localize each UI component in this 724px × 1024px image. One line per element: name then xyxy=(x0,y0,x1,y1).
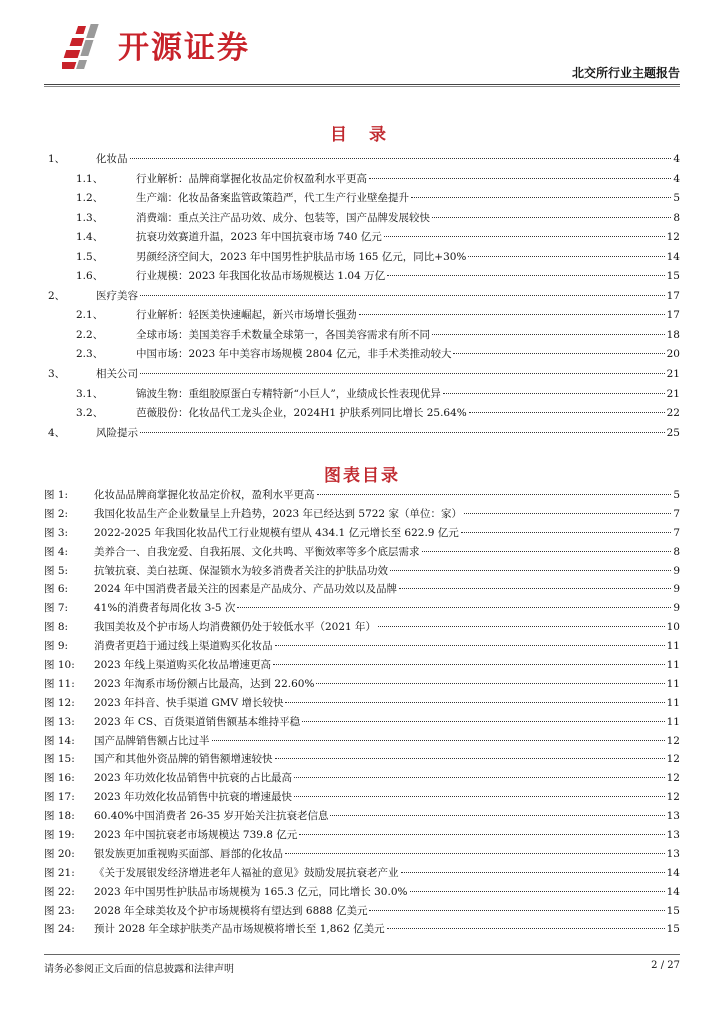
toc-entry[interactable] xyxy=(44,306,680,326)
toc-entry[interactable] xyxy=(44,404,680,424)
dot-leader xyxy=(469,412,665,413)
figure-entry-title: 2023 年抖音、快手渠道 GMV 增长较快 xyxy=(94,696,284,709)
header-divider-secondary xyxy=(44,86,680,87)
figure-entry-title: 41%的消费者每周化妆 3-5 次 xyxy=(94,602,236,615)
figure-entry-number: 图 12: xyxy=(44,696,75,709)
figure-entry-page: 11 xyxy=(666,715,680,728)
figure-entry-title: 2023 年淘系市场份额占比最高，达到 22.60% xyxy=(94,677,315,690)
dot-leader xyxy=(401,872,665,873)
dot-leader xyxy=(369,910,664,911)
dot-leader xyxy=(468,256,664,257)
figure-entry-number: 图 1: xyxy=(44,489,69,501)
figure-entry-page: 15 xyxy=(666,904,680,917)
toc-entry-page: 18 xyxy=(666,328,680,341)
toc-entry-title: 行业规模：2023 年我国化妆品市场规模达 1.04 万亿 xyxy=(136,270,386,283)
figure-entry-page: 12 xyxy=(666,772,680,785)
figure-entry[interactable] xyxy=(44,543,680,562)
dot-leader xyxy=(411,197,671,198)
figure-entry[interactable] xyxy=(44,505,680,524)
toc-entry-page: 21 xyxy=(666,387,680,400)
figure-entry-number: 图 10: xyxy=(44,659,75,672)
toc-entry-page: 17 xyxy=(666,289,680,302)
figure-entry-title: 化妆品品牌商掌握化妆品定价权，盈利水平更高 xyxy=(94,489,315,501)
figure-entry-number: 图 20: xyxy=(44,847,75,860)
dot-leader xyxy=(359,314,665,315)
dot-leader xyxy=(369,178,671,179)
dot-leader xyxy=(285,853,665,854)
footer-divider xyxy=(44,954,680,955)
figure-entry-page: 11 xyxy=(666,659,680,672)
dot-leader xyxy=(432,217,671,218)
dot-leader xyxy=(453,353,664,354)
figure-entry[interactable] xyxy=(44,562,680,581)
toc-entry[interactable] xyxy=(44,150,680,170)
dot-leader xyxy=(422,551,672,552)
figure-entry[interactable] xyxy=(44,902,680,921)
figure-entry-title: 2023 年功效化妆品销售中抗衰的占比最高 xyxy=(94,772,293,785)
toc-entry-number: 2.1、 xyxy=(76,309,104,322)
figure-entry-title: 2023 年中国抗衰老市场规模达 739.8 亿元 xyxy=(94,829,298,842)
toc-entry-number: 1.5、 xyxy=(76,250,104,263)
dot-leader xyxy=(212,740,665,741)
toc-entry-number: 2.2、 xyxy=(76,328,104,341)
dot-leader xyxy=(299,834,664,835)
toc-entry-page: 20 xyxy=(666,348,680,361)
figure-entry-page: 12 xyxy=(666,753,680,766)
figure-entry-page: 15 xyxy=(666,923,680,936)
figure-entry-page: 8 xyxy=(673,545,680,558)
brand-name: 开源证券 xyxy=(118,30,250,66)
figure-entry[interactable] xyxy=(44,883,680,902)
dot-leader xyxy=(273,664,665,665)
figure-entry-title: 2022-2025 年我国化妆品代工行业规模有望从 434.1 亿元增长至 622.9 亿元 xyxy=(94,526,459,539)
toc-entry-page: 17 xyxy=(666,309,680,322)
toc-entry[interactable] xyxy=(44,170,680,190)
dot-leader xyxy=(464,513,671,514)
figure-entry[interactable] xyxy=(44,656,680,675)
toc-entry[interactable] xyxy=(44,267,680,287)
dot-leader xyxy=(378,626,665,627)
toc-entry[interactable] xyxy=(44,189,680,209)
toc-title: 目 录 xyxy=(330,125,394,145)
toc-entry-title: 抗衰功效赛道升温，2023 年中国抗衰市场 740 亿元 xyxy=(136,231,382,244)
toc-entry-title: 中国市场：2023 年中美容市场规模 2804 亿元，非手术类推动较大 xyxy=(136,348,452,361)
toc-entry[interactable] xyxy=(44,287,680,307)
dot-leader xyxy=(140,432,665,433)
figure-entry-page: 12 xyxy=(666,791,680,804)
toc-entry-number: 1.1、 xyxy=(76,172,104,185)
figure-entry[interactable] xyxy=(44,788,680,807)
figure-entry-title: 2028 年全球美妆及个护市场规模将有望达到 6888 亿美元 xyxy=(94,904,368,917)
figure-entry[interactable] xyxy=(44,675,680,694)
figure-entry[interactable] xyxy=(44,826,680,845)
figure-entry[interactable] xyxy=(44,732,680,751)
figure-entry[interactable] xyxy=(44,864,680,883)
figure-entry-number: 图 9: xyxy=(44,640,69,653)
toc-entry[interactable] xyxy=(44,209,680,229)
toc-entry-number: 1、 xyxy=(48,153,66,165)
toc-entry-number: 1.4、 xyxy=(76,231,104,244)
toc-entry-page: 14 xyxy=(666,250,680,263)
figure-entry-page: 14 xyxy=(666,885,680,898)
figure-entry-page: 9 xyxy=(673,583,680,596)
figure-entry[interactable] xyxy=(44,618,680,637)
figure-entry[interactable] xyxy=(44,769,680,788)
figure-entry-number: 图 16: xyxy=(44,772,75,785)
dot-leader xyxy=(275,645,665,646)
figure-entry-number: 图 7: xyxy=(44,602,69,615)
figure-entry-page: 7 xyxy=(673,507,680,520)
toc-entry[interactable] xyxy=(44,365,680,385)
dot-leader xyxy=(443,393,665,394)
dot-leader xyxy=(237,607,671,608)
toc-entry[interactable] xyxy=(44,424,680,444)
figure-entry-number: 图 6: xyxy=(44,583,69,596)
figure-entry-number: 图 14: xyxy=(44,734,75,747)
dot-leader xyxy=(330,815,664,816)
figure-entry-title: 2024 年中国消费者最关注的因素是产品成分、产品功效以及品牌 xyxy=(94,583,398,596)
toc-entry-title: 男颜经济空间大，2023 年中国男性护肤品市场 165 亿元，同比+30% xyxy=(136,250,467,263)
toc-entry-title: 医疗美容 xyxy=(96,289,138,302)
toc-entry-title: 行业解析：品牌商掌握化妆品定价权盈利水平更高 xyxy=(136,172,367,185)
toc-entry-number: 1.6、 xyxy=(76,270,104,283)
figure-entry-page: 11 xyxy=(666,640,680,653)
figure-entry-title: 抗皱抗衰、美白祛斑、保湿锁水为较多消费者关注的护肤品功效 xyxy=(94,564,388,577)
figure-entry[interactable] xyxy=(44,845,680,864)
toc-entry-page: 22 xyxy=(666,407,680,420)
figure-entry-number: 图 11: xyxy=(44,677,75,690)
figure-entry[interactable] xyxy=(44,750,680,769)
figure-entry-title: 2023 年 CS、百货渠道销售额基本维持平稳 xyxy=(94,715,301,728)
figure-entry[interactable] xyxy=(44,486,680,505)
figure-entry-page: 13 xyxy=(666,847,680,860)
toc-entry[interactable] xyxy=(44,345,680,365)
figure-entry-number: 图 5: xyxy=(44,564,69,577)
figure-entry[interactable] xyxy=(44,920,680,939)
dot-leader xyxy=(390,570,671,571)
dot-leader xyxy=(387,275,665,276)
toc-entry-number: 1.3、 xyxy=(76,211,104,224)
toc-entry-title: 行业解析：轻医美快速崛起，新兴市场增长强劲 xyxy=(136,309,357,322)
figure-entry[interactable] xyxy=(44,580,680,599)
figure-entry-page: 13 xyxy=(666,829,680,842)
figure-entry-title: 60.40%中国消费者 26-35 岁开始关注抗衰老信息 xyxy=(94,810,329,823)
toc-entry-number: 3.2、 xyxy=(76,407,104,420)
toc-entry-number: 1.2、 xyxy=(76,192,104,205)
dot-leader xyxy=(130,158,672,159)
figure-entry-number: 图 2: xyxy=(44,507,69,520)
figure-entry-title: 美养合一、自我宠爱、自我拓展、文化共鸣、平衡效率等多个底层需求 xyxy=(94,545,420,558)
figure-entry-number: 图 8: xyxy=(44,621,69,634)
dot-leader xyxy=(140,295,665,296)
list-of-figures xyxy=(44,486,680,939)
toc-entry-title: 化妆品 xyxy=(96,153,128,165)
dot-leader xyxy=(461,532,672,533)
figure-entry[interactable] xyxy=(44,807,680,826)
dot-leader xyxy=(285,702,664,703)
header-divider xyxy=(44,84,680,85)
figures-title: 图表目录 xyxy=(324,466,400,486)
figure-entry-number: 图 23: xyxy=(44,904,75,917)
toc-entry-page: 8 xyxy=(673,211,680,224)
figure-entry-page: 9 xyxy=(673,602,680,615)
figure-entry-page: 7 xyxy=(673,526,680,539)
dot-leader xyxy=(294,796,665,797)
toc-entry-number: 3.1、 xyxy=(76,387,104,400)
toc-entry[interactable] xyxy=(44,248,680,268)
figure-entry-number: 图 19: xyxy=(44,829,75,842)
figure-entry-page: 9 xyxy=(673,564,680,577)
dot-leader xyxy=(294,777,665,778)
figure-entry-page: 14 xyxy=(666,866,680,879)
toc-entry-title: 锦波生物：重组胶原蛋白专精特新“小巨人”，业绩成长性表现优异 xyxy=(136,387,441,400)
toc-entry-title: 相关公司 xyxy=(96,368,138,381)
toc-entry-title: 风险提示 xyxy=(96,426,138,439)
figure-entry-title: 2023 年线上渠道购买化妆品增速更高 xyxy=(94,659,272,672)
figure-entry-number: 图 4: xyxy=(44,545,69,558)
figure-entry-number: 图 15: xyxy=(44,753,75,766)
toc-entry-title: 消费端：重点关注产品功效、成分、包装等，国产品牌发展较快 xyxy=(136,211,430,224)
toc-entry-page: 4 xyxy=(673,172,680,185)
toc-entry[interactable] xyxy=(44,228,680,248)
page-header xyxy=(0,0,724,90)
figure-entry-page: 11 xyxy=(666,677,680,690)
report-type: 北交所行业主题报告 xyxy=(571,66,680,80)
figure-entry-title: 国产和其他外资品牌的销售额增速较快 xyxy=(94,753,273,766)
figure-entry-page: 11 xyxy=(666,696,680,709)
toc-entry-page: 5 xyxy=(673,192,680,205)
toc-entry-page: 21 xyxy=(666,368,680,381)
figure-entry[interactable] xyxy=(44,524,680,543)
figure-entry-number: 图 17: xyxy=(44,791,75,804)
figure-entry-title: 《关于发展银发经济增进老年人福祉的意见》鼓励发展抗衰老产业 xyxy=(94,866,399,879)
toc-entry-page: 4 xyxy=(673,153,680,165)
figure-entry-number: 图 18: xyxy=(44,810,75,823)
dot-leader xyxy=(317,494,672,495)
figure-entry-page: 5 xyxy=(673,489,680,501)
page-number: 2 / 27 xyxy=(651,960,680,971)
toc-entry-number: 4、 xyxy=(48,426,66,439)
figure-entry-title: 我国美妆及个护市场人均消费额仍处于较低水平（2021 年） xyxy=(94,621,377,634)
table-of-contents xyxy=(44,150,680,443)
footer-disclaimer: 请务必参阅正文后面的信息披露和法律声明 xyxy=(44,964,234,975)
dot-leader xyxy=(275,758,665,759)
figure-entry-title: 我国化妆品生产企业数量呈上升趋势，2023 年已经达到 5722 家（单位：家） xyxy=(94,507,462,520)
figure-entry-title: 国产品牌销售额占比过半 xyxy=(94,734,210,747)
toc-entry-page: 12 xyxy=(666,231,680,244)
figure-entry-number: 图 24: xyxy=(44,923,75,936)
dot-leader xyxy=(387,928,665,929)
figure-entry-title: 消费者更趋于通过线上渠道购买化妆品 xyxy=(94,640,273,653)
dot-leader xyxy=(140,373,665,374)
toc-entry-number: 2、 xyxy=(48,289,66,302)
figure-entry-title: 预计 2028 年全球护肤类产品市场规模将增长至 1,862 亿美元 xyxy=(94,923,385,936)
toc-entry-page: 15 xyxy=(666,270,680,283)
dot-leader xyxy=(399,588,671,589)
figure-entry-number: 图 13: xyxy=(44,715,75,728)
figure-entry[interactable] xyxy=(44,637,680,656)
figure-entry[interactable] xyxy=(44,713,680,732)
dot-leader xyxy=(432,334,665,335)
dot-leader xyxy=(316,683,664,684)
figure-entry-number: 图 22: xyxy=(44,885,75,898)
figure-entry-page: 10 xyxy=(666,621,680,634)
figure-entry-title: 2023 年功效化妆品销售中抗衰的增速最快 xyxy=(94,791,293,804)
figure-entry[interactable] xyxy=(44,694,680,713)
toc-entry[interactable] xyxy=(44,385,680,405)
dot-leader xyxy=(302,721,665,722)
toc-entry-title: 全球市场：美国美容手术数量全球第一，各国美容需求有所不同 xyxy=(136,328,430,341)
figure-entry-number: 图 3: xyxy=(44,526,69,539)
toc-entry-title: 生产端：化妆品备案监管政策趋严，代工生产行业壁垒提升 xyxy=(136,192,409,205)
toc-entry-number: 3、 xyxy=(48,368,66,381)
figure-entry[interactable] xyxy=(44,599,680,618)
figure-entry-title: 银发族更加重视购买面部、唇部的化妆品 xyxy=(94,847,283,860)
figure-entry-page: 13 xyxy=(666,810,680,823)
toc-entry[interactable] xyxy=(44,326,680,346)
dot-leader xyxy=(384,236,665,237)
figure-entry-page: 12 xyxy=(666,734,680,747)
toc-entry-title: 芭薇股份：化妆品代工龙头企业，2024H1 护肤系列同比增长 25.64% xyxy=(136,407,467,420)
toc-entry-page: 25 xyxy=(666,426,680,439)
figure-entry-number: 图 21: xyxy=(44,866,75,879)
figure-entry-title: 2023 年中国男性护肤品市场规模为 165.3 亿元，同比增长 30.0% xyxy=(94,885,408,898)
toc-entry-number: 2.3、 xyxy=(76,348,104,361)
dot-leader xyxy=(410,891,665,892)
